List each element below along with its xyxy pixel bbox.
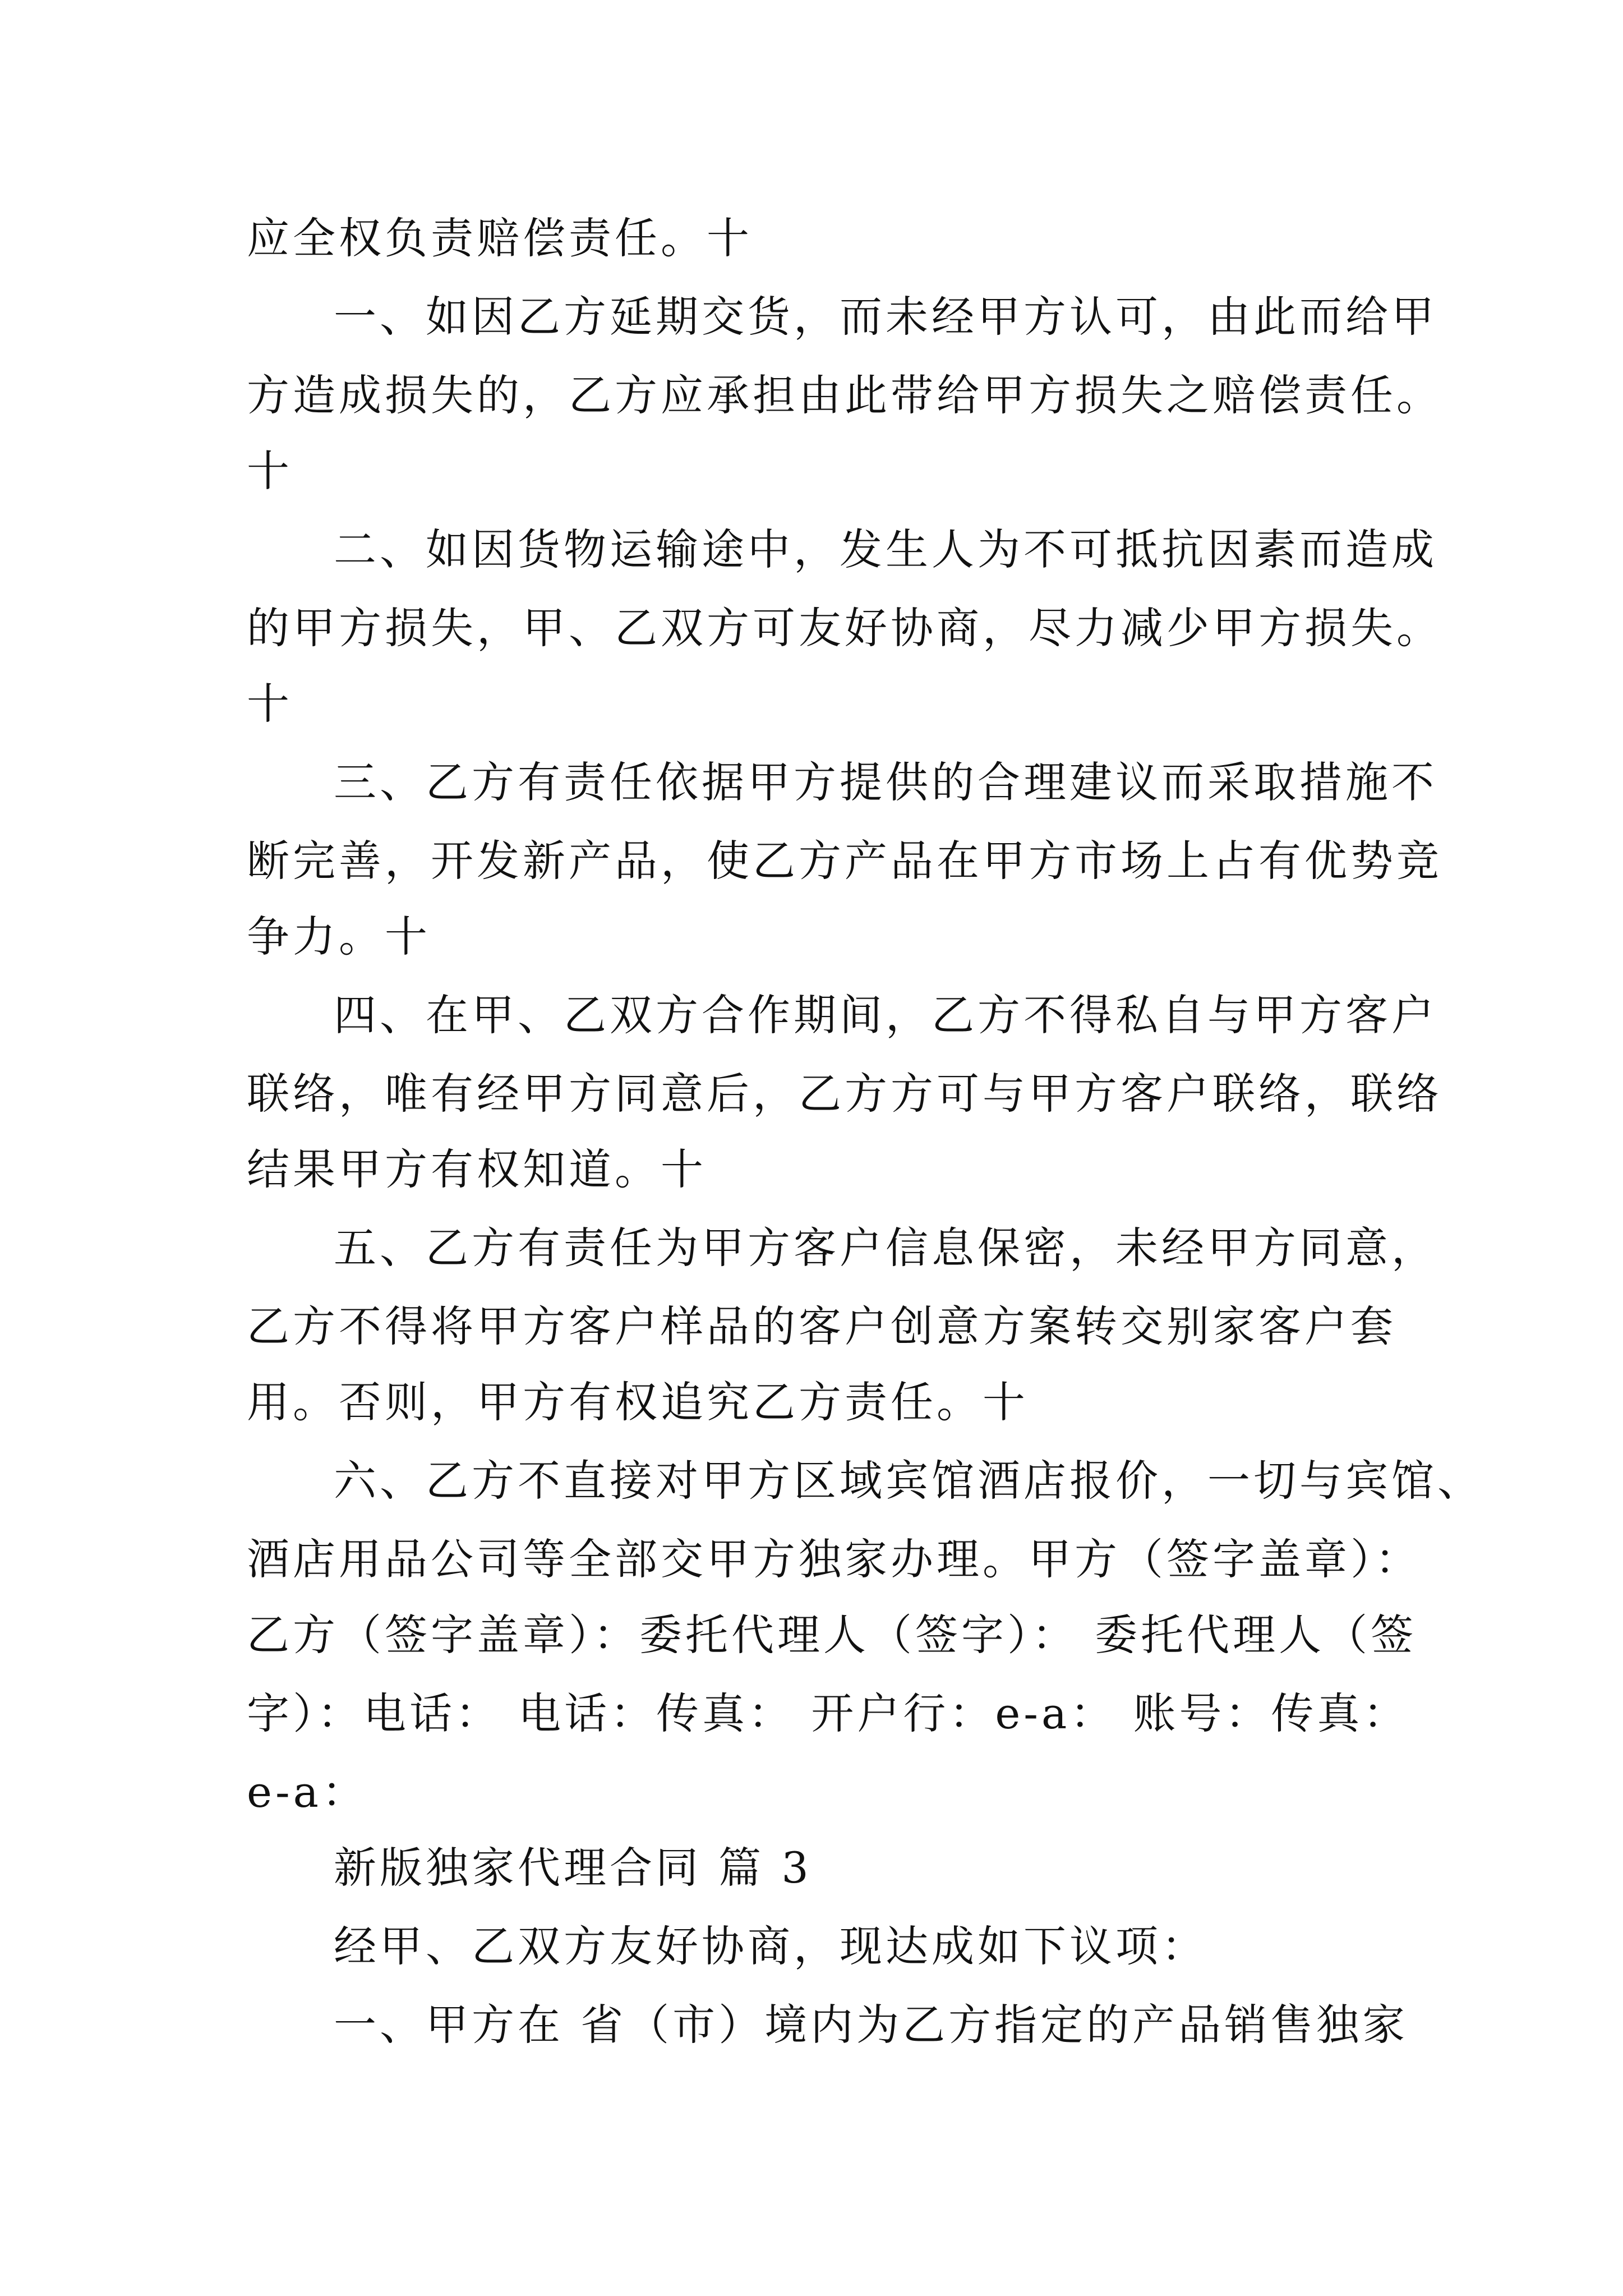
text-line: 五、乙方有责任为甲方客户信息保密，未经甲方同意， xyxy=(334,1223,1437,1273)
text-line: 争力。十 xyxy=(247,912,431,961)
text-line: 四、在甲、乙双方合作期间，乙方不得私自与甲方客户 xyxy=(334,990,1437,1040)
text-line: 一、如因乙方延期交货，而未经甲方认可，由此而给甲 xyxy=(334,292,1437,342)
text-line: 方造成损失的，乙方应承担由此带给甲方损失之赔偿责任。 xyxy=(247,370,1442,420)
text-line: 联络，唯有经甲方同意后，乙方方可与甲方客户联络，联络 xyxy=(247,1069,1442,1119)
text-line: 十 xyxy=(247,679,293,729)
text-line: 的甲方损失，甲、乙双方可友好协商，尽力减少甲方损失。 xyxy=(247,603,1442,653)
text-line: 乙方（签字盖章）：委托代理人（签字）： 委托代理人（签 xyxy=(247,1610,1417,1660)
text-line: 六、乙方不直接对甲方区域宾馆酒店报价，一切与宾馆、 xyxy=(334,1456,1483,1506)
text-line: 酒店用品公司等全部交甲方独家办理。甲方（签字盖章）： xyxy=(247,1534,1421,1584)
text-line: 应全权负责赔偿责任。十 xyxy=(247,213,753,263)
text-line: 断完善，开发新产品，使乙方产品在甲方市场上占有优势竞 xyxy=(247,836,1442,886)
text-line: 经甲、乙双方友好协商，现达成如下议项： xyxy=(334,1921,1207,1971)
text-line: 乙方不得将甲方客户样品的客户创意方案转交别家客户套 xyxy=(247,1301,1396,1351)
section-heading: 新版独家代理合同 篇 3 xyxy=(334,1843,812,1893)
text-line: 二、如因货物运输途中，发生人为不可抵抗因素而造成 xyxy=(334,524,1437,574)
text-line: 一、甲方在 省（市）境内为乙方指定的产品销售独家 xyxy=(334,2000,1409,2050)
text-line: 结果甲方有权知道。十 xyxy=(247,1144,707,1194)
text-line: 用。否则，甲方有权追究乙方责任。十 xyxy=(247,1377,1029,1427)
text-line: 十 xyxy=(247,446,293,496)
text-line: 三、乙方有责任依据甲方提供的合理建议而采取措施不 xyxy=(334,757,1437,807)
text-line: e-a： xyxy=(247,1767,368,1817)
text-line: 字）：电话： 电话：传真： 开户行：e-a： 账号：传真： xyxy=(247,1688,1409,1738)
